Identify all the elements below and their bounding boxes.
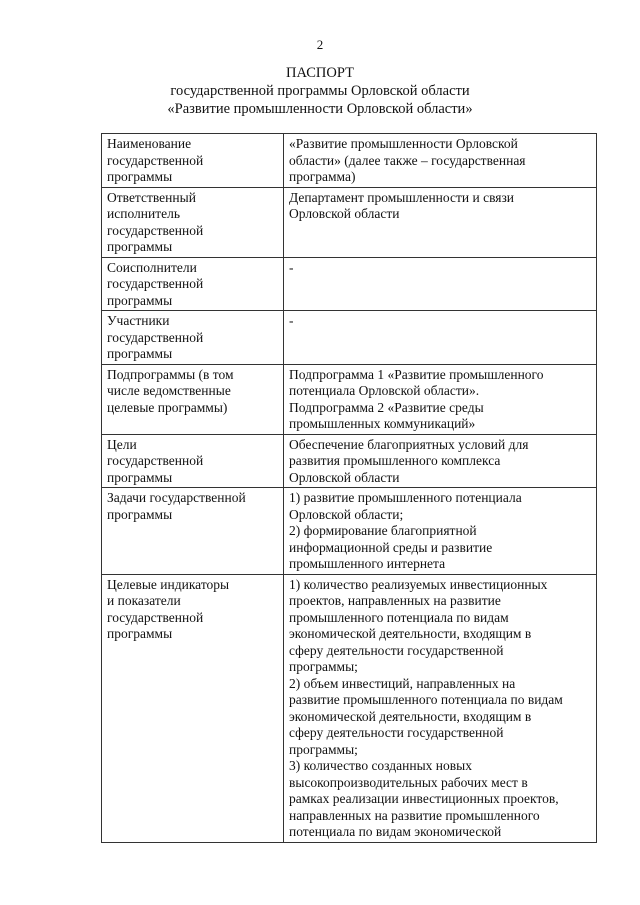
label-line: Задачи государственной	[107, 490, 246, 505]
value-line: экономической деятельности, входящим в	[289, 626, 532, 641]
label-line: Целевые индикаторы	[107, 576, 230, 592]
value-line: Орловской области	[289, 469, 400, 485]
document-subtitle-line: «Развитие промышленности Орловской области»	[167, 101, 473, 117]
passport-row	[102, 134, 597, 188]
value-line: промышленных коммуникаций»	[289, 416, 476, 431]
label-line: программы	[107, 346, 173, 361]
value-line: 3) количество созданных новых	[289, 758, 472, 773]
document-subtitle-line: государственной программы Орловской области	[170, 83, 470, 99]
label-line: Подпрограммы (в том	[107, 366, 234, 382]
value-line: программа)	[289, 169, 356, 184]
value-line: потенциала по видам экономической	[289, 824, 502, 839]
passport-row-label	[102, 311, 284, 365]
value-line: потенциала Орловской области».	[289, 383, 480, 398]
value-line: Орловской области;	[289, 506, 404, 522]
label-line: числе ведомственные	[107, 383, 231, 398]
value-line: 1) количество реализуемых инвестиционных	[289, 576, 548, 592]
value-line: Подпрограмма 2 «Развитие среды	[289, 399, 484, 415]
value-line: Департамент промышленности и связи	[289, 189, 515, 205]
passport-row	[102, 488, 597, 575]
label-line: исполнитель	[107, 206, 180, 221]
passport-row-value	[284, 574, 597, 842]
label-line: программы	[107, 626, 173, 641]
document-title: ПАСПОРТ	[286, 65, 354, 81]
passport-row	[102, 574, 597, 842]
label-line: государственной	[107, 329, 204, 345]
value-line: рамках реализации инвестиционных проектов,	[289, 791, 559, 806]
label-line: Цели	[107, 436, 137, 452]
passport-row	[102, 311, 597, 365]
value-line: Обеспечение благоприятных условий для	[289, 436, 529, 452]
passport-row-label	[102, 434, 284, 488]
value-line: проектов, направленных на развитие	[289, 593, 501, 608]
value-line: области» (далее также – государственная	[289, 152, 526, 168]
passport-row-value	[284, 187, 597, 257]
passport-row-label	[102, 134, 284, 188]
passport-row	[102, 257, 597, 311]
label-line: целевые программы)	[107, 399, 228, 415]
passport-table	[101, 133, 597, 843]
passport-row	[102, 364, 597, 434]
passport-row-value	[284, 311, 597, 365]
label-line: Участники	[107, 313, 170, 328]
value-line: высокопроизводительных рабочих мест в	[289, 774, 528, 790]
label-line: программы	[107, 469, 173, 485]
document-heading	[0, 64, 640, 118]
label-line: программы	[107, 169, 173, 184]
label-line: программы	[107, 292, 173, 308]
page-number: 2	[316, 37, 324, 52]
label-line: государственной	[107, 453, 204, 468]
value-line: экономической деятельности, входящим в	[289, 708, 532, 724]
passport-row-value	[284, 364, 597, 434]
label-line: программы	[107, 239, 173, 254]
value-line: развития промышленного комплекса	[289, 453, 501, 468]
passport-row	[102, 187, 597, 257]
value-line: программы;	[289, 741, 358, 757]
label-line: Ответственный	[107, 189, 196, 205]
value-line: программы;	[289, 659, 358, 674]
value-line: сферу деятельности государственной	[289, 725, 504, 740]
value-line: -	[289, 313, 294, 328]
label-line: и показатели	[107, 593, 181, 608]
passport-row-value	[284, 434, 597, 488]
value-line: развитие промышленного потенциала по видам	[289, 692, 563, 707]
passport-row-value	[284, 134, 597, 188]
label-line: государственной	[107, 152, 204, 168]
value-line: -	[289, 259, 294, 275]
value-line: «Развитие промышленности Орловской	[289, 136, 518, 151]
label-line: государственной	[107, 222, 204, 238]
label-line: Соисполнители	[107, 259, 197, 275]
passport-row-value	[284, 488, 597, 575]
value-line: информационной среды и развитие	[289, 539, 493, 555]
value-line: сферу деятельности государственной	[289, 642, 504, 658]
label-line: государственной	[107, 609, 204, 625]
passport-row	[102, 434, 597, 488]
passport-row-label	[102, 364, 284, 434]
passport-row-label	[102, 257, 284, 311]
passport-table-body	[102, 134, 597, 843]
label-line: Наименование	[107, 136, 192, 151]
value-line: промышленного потенциала по видам	[289, 609, 509, 625]
value-line: направленных на развитие промышленного	[289, 807, 540, 823]
passport-row-label	[102, 187, 284, 257]
passport-row-label	[102, 488, 284, 575]
label-line: программы	[107, 506, 173, 522]
value-line: 1) развитие промышленного потенциала	[289, 490, 522, 505]
passport-row-value	[284, 257, 597, 311]
value-line: Подпрограмма 1 «Развитие промышленного	[289, 366, 544, 382]
label-line: государственной	[107, 276, 204, 291]
value-line: 2) формирование благоприятной	[289, 523, 477, 538]
value-line: Орловской области	[289, 206, 400, 221]
value-line: 2) объем инвестиций, направленных на	[289, 675, 516, 691]
passport-row-label	[102, 574, 284, 842]
value-line: промышленного интернета	[289, 556, 446, 571]
